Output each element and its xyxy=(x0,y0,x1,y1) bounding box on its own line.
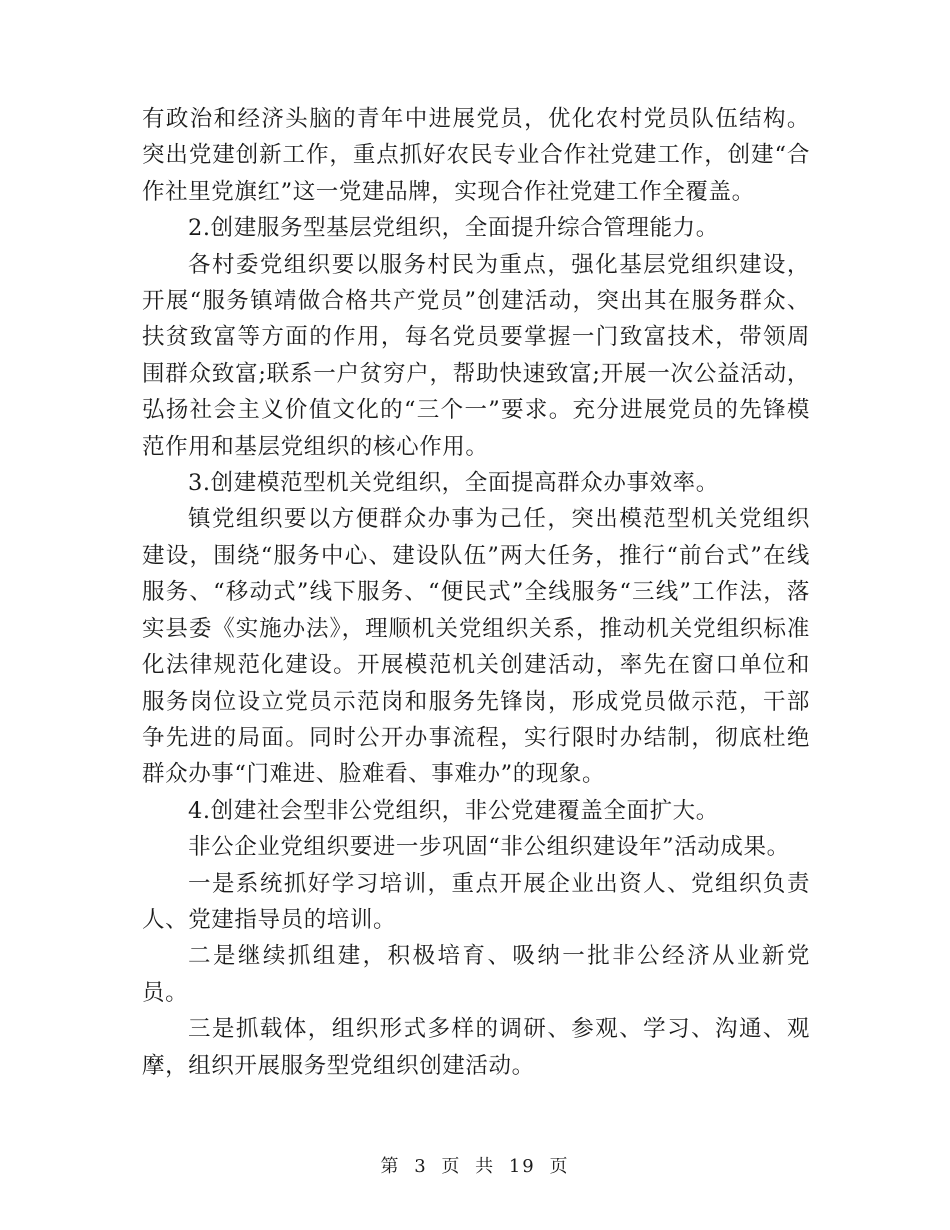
paragraph-3: 各村委党组织要以服务村民为重点，强化基层党组织建设，开展“服务镇靖做合格共产党员”创建活动，突出其在服务群众、扶贫致富等方面的作用，每名党员要掌握一门致富技术，带领周围群众致富;联系一户贫穷户，帮助快速致富;开展一次公益活动，弘扬社会主义价值文化的“三个一”要求。充分进展党员的先锋模范作用和基层党组织的核心作用。 xyxy=(142,251,810,460)
section-heading-2: 2.创建服务型基层党组织，全面提升综合管理能力。 xyxy=(188,215,719,242)
paragraph-8: 一是系统抓好学习培训，重点开展企业出资人、党组织负责人、党建指导员的培训。 xyxy=(142,870,810,933)
paragraph-9: 二是继续抓组建，积极培育、吸纳一批非公经济从业新党员。 xyxy=(142,943,810,1006)
paragraph-1: 有政治和经济头脑的青年中进展党员，优化农村党员队伍结构。突出党建创新工作，重点抓好农民专业合作社党建工作，创建“合作社里党旗红”这一党建品牌，实现合作社党建工作全覆盖。 xyxy=(142,106,810,205)
section-heading-6: 4.创建社会型非公党组织，非公党建覆盖全面扩大。 xyxy=(188,797,719,824)
page-number-footer: 第 3 页 共 19 页 xyxy=(380,1156,570,1177)
paragraph-10: 三是抓载体，组织形式多样的调研、参观、学习、沟通、观摩，组织开展服务型党组织创建活动。 xyxy=(142,1016,810,1079)
paragraph-5: 镇党组织要以方便群众办事为己任，突出模范型机关党组织建设，围绕“服务中心、建设队伍”两大任务，推行“前台式”在线服务、“移动式”线下服务、“便民式”全线服务“三线”工作法，落实县委《实施办法》，理顺机关党组织关系，推动机关党组织标准化法律规范化建设。开展模范机关创建活动，率先在窗口单位和服务岗位设立党员示范岗和服务先锋岗，形成党员做示范，干部争先进的局面。同时公开办事流程，实行限时办结制，彻底杜绝群众办事“门难进、脸难看、事难办”的现象。 xyxy=(142,506,810,788)
paragraph-7: 非公企业党组织要进一步巩固“非公组织建设年”活动成果。 xyxy=(188,834,790,861)
section-heading-4: 3.创建模范型机关党组织，全面提高群众办事效率。 xyxy=(188,470,719,497)
document-body xyxy=(142,101,810,1084)
